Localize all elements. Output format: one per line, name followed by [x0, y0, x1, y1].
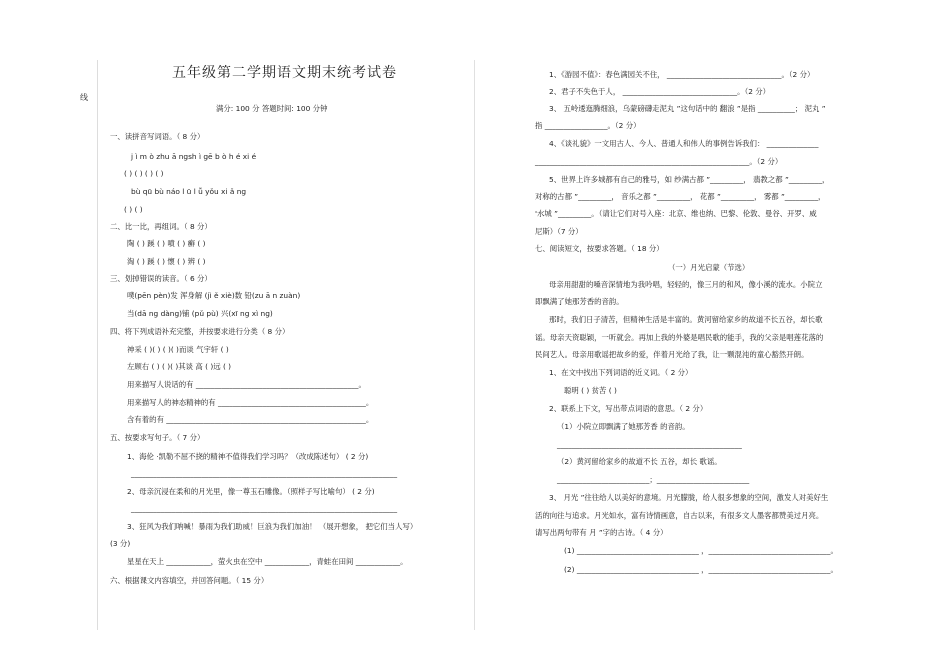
left-line: 一、读拼音写词语。（ 8 分） [110, 132, 205, 141]
left-line: 三、划掉错误的读音。（ 6 分） [110, 274, 212, 283]
right-line: 即飘满了她那芳香的音韵。 [535, 297, 624, 306]
left-line: ( ) ( ) [124, 205, 143, 214]
left-line: 左顾右 ( ) ( )( )其谈 高 ( )远 ( ) [127, 362, 232, 371]
left-line: 用来描写人说话的有 ____________________________________________。 [127, 380, 366, 389]
left-line: ( ) ( ) ( ) ( ) [124, 169, 164, 178]
right-line: 谣。母亲天资聪颖，一听就会。再加上我的外婆是唱民歌的能手，我的父亲是唱莲花落的 [535, 333, 824, 342]
right-line: 那时，我们日子清苦，但精神生活是丰富的。黄河留给家乡的故道不长五谷，却长歌 [549, 315, 823, 324]
left-line: 用来描写人的神态精神的有 ________________________________________。 [127, 398, 374, 407]
left-line: (3 分) [110, 539, 131, 548]
right-line: 尼斯）（7 分） [535, 227, 583, 236]
left-line: 3、狂风为我们呐喊！暴雨为我们助威！巨浪为我们加油！ （展开想象， 把它们当人写） [127, 522, 418, 531]
right-line: 对称的古都 ”_________， 音乐之都 ”_________， 花都 ”_________， 雾都 ”_________， [535, 192, 826, 201]
right-line: （1）小院立即飘满了她那芳香 的音韵。 [557, 422, 690, 431]
right-line: 聪明 ( ) 贫苦 ( ) [564, 386, 617, 395]
left-line: bù qū bù náo l ū l ǚ yǒu xi ǎ ng [131, 187, 247, 196]
right-line: 请写出两句带有 月 ”字的古诗。（ 4 分） [535, 528, 668, 537]
left-line: 陶 ( ) 蹊 ( ) 噴 ( ) 癬 ( ) [127, 239, 206, 248]
right-line: 3、 五岭逶迤腾细浪，乌蒙磅礴走泥丸 ”这句话中的 翻浪 ”是指 __________； 泥丸 ” [549, 104, 826, 113]
right-line: （2）黄河留给家乡的故道不长 五谷，却长 歌谣。 [557, 457, 722, 466]
left-line: 星星在天上 ____________，萤火虫在空中 ____________，青蛙在田间 ____________。 [127, 557, 408, 566]
left-line: 四、将下列成语补充完整，并按要求进行分类（ 8 分） [110, 327, 290, 336]
left-line: 二、比一比，再组词。（ 8 分） [110, 222, 212, 231]
right-line: (2) _________________________________ ，_________________________________。 [564, 565, 838, 574]
page-title: 五年级第二学期语文期末统考试卷 [172, 65, 397, 81]
right-line: 1、在文中找出下列词语的近义词。（ 2 分） [549, 368, 693, 377]
right-line: 1、《游园不值》：春色满园关不住， _______________________________。（2 分） [549, 70, 815, 79]
right-line: 2、君子不失色于人， _______________________________。（2 分） [549, 87, 771, 96]
right-line: _________________________；_________________________ [557, 475, 750, 484]
column-divider [474, 60, 475, 630]
left-line: j ì m ò zhu ā ngsh ì gē b ò h é xi é [131, 152, 257, 161]
right-line: (1) _________________________________ ，_________________________________。 [564, 546, 838, 555]
left-line: ________________________________________________________________________ [131, 504, 398, 513]
side-label: 线 [80, 93, 88, 102]
left-line: 含有着的有 ______________________________________________________。 [127, 415, 374, 424]
right-line: '水城 ”_________。（请让它们对号入座：北京、维也纳、巴黎、伦敦、曼谷、开罗、威 [535, 209, 817, 218]
score-info: 满分: 100 分 答题时间: 100 分钟 [216, 104, 328, 113]
left-line: 淘 ( ) 蹊 ( ) 懷 ( ) 辨 ( ) [127, 257, 206, 266]
right-line: 5、世界上许多城都有自己的雅号，如 纱满古都 ”_________， 翡教之都 ”_________， [549, 175, 830, 184]
left-line: 2、母亲沉浸在柔和的月光里，像一尊玉石雕像。（照样子写比喻句） ( 2 分) [127, 487, 375, 496]
right-line: 4、《谈礼貌》一文用古人、今人、普通人和伟人的事例告诉我们： ______________ [549, 139, 819, 148]
right-line: __________________________________________________ [557, 440, 742, 449]
right-line: 2、联系上下文，写出带点词语的意思。（ 2 分） [549, 404, 708, 413]
left-line: 当(dā ng dàng)铺 (pǔ pù) 兴(xī ng xì ng) [127, 309, 273, 318]
right-line: 母亲用甜甜的嗓音深情地为我吟唱，轻轻的，像三月的和风，像小溪的流水。小院立 [549, 280, 823, 289]
right-line: 3、 月光 ”往往给人以美好的意境。月光朦胧，给人很多想象的空间，激发人对美好生 [549, 493, 829, 502]
left-line: 1、海伦 ·凯勒不屈不挠的精神不值得我们学习吗？（改成陈述句） ( 2 分) [127, 452, 369, 461]
left-line: 五、按要求写句子。（ 7 分） [110, 433, 205, 442]
right-line: __________________________________________________________。（2 分） [535, 157, 783, 166]
paper-left-edge [97, 60, 98, 630]
right-line: 民间艺人。母亲用歌谣把故乡的爱，伴着月光给了我，让一颗混沌的童心豁然开朗。 [535, 350, 809, 359]
passage-title: （一）月光启蒙（节选） [668, 263, 750, 272]
left-line: ________________________________________________________________________ [131, 469, 398, 478]
right-line: 指 _________________。（2 分） [535, 121, 641, 130]
left-line: 噗(pēn pèn)发 浑身解 (jì ě xiè)数 铅(zu ā n zuàn) [127, 291, 301, 300]
right-line: 活的向往与追求。月光如水，富有诗情画意，自古以来，有很多文人墨客都赞美过月亮。 [535, 511, 824, 520]
left-line: 神采 ( )( ) ( )( )而谈 气宇轩 ( ) [127, 345, 229, 354]
left-line: 六、根据课文内容填空，并回答问题。（ 15 分） [110, 576, 269, 585]
right-line: 七、阅读短文，按要求答题。（ 18 分） [535, 244, 664, 253]
